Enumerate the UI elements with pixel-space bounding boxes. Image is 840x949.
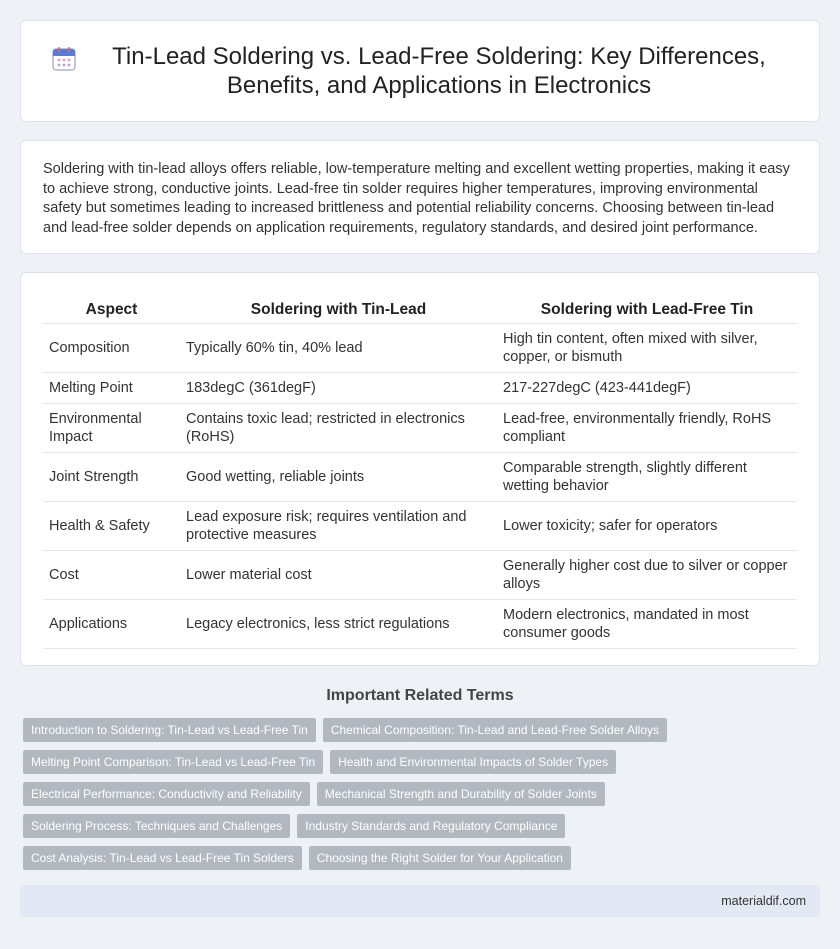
header-tin-lead: Soldering with Tin-Lead [180, 291, 497, 324]
table-cell: Lower toxicity; safer for operators [497, 502, 797, 551]
table-cell: Typically 60% tin, 40% lead [180, 324, 497, 373]
table-cell: Comparable strength, slightly different wetting behavior [497, 453, 797, 502]
table-cell: Generally higher cost due to silver or copper alloys [497, 551, 797, 600]
table-cell: Good wetting, reliable joints [180, 453, 497, 502]
related-term-link[interactable]: Chemical Composition: Tin-Lead and Lead-Free Solder Alloys [323, 718, 667, 742]
table-cell: 183degC (361degF) [180, 373, 497, 404]
header-inner [51, 42, 789, 100]
table-row [43, 324, 797, 373]
table-cell: Lead exposure risk; requires ventilation and protective measures [180, 502, 497, 551]
related-term-link[interactable]: Melting Point Comparison: Tin-Lead vs Lead-Free Tin [23, 750, 323, 774]
calendar-icon [51, 46, 77, 72]
table-cell: Cost [43, 551, 180, 600]
table-cell: Lead-free, environmentally friendly, RoHS compliant [497, 404, 797, 453]
table-cell: Contains toxic lead; restricted in electronics (RoHS) [180, 404, 497, 453]
page-title: Tin-Lead Soldering vs. Lead-Free Soldering: Key Differences, Benefits, and Applications in Electronics [112, 43, 766, 99]
intro-card [20, 140, 820, 254]
comparison-table-card [20, 272, 820, 666]
table-cell: High tin content, often mixed with silver, copper, or bismuth [497, 324, 797, 373]
related-term-link[interactable]: Mechanical Strength and Durability of Solder Joints [317, 782, 605, 806]
table-cell: Joint Strength [43, 453, 180, 502]
table-row [43, 600, 797, 649]
table-row [43, 551, 797, 600]
table-cell: Composition [43, 324, 180, 373]
related-term-link[interactable]: Industry Standards and Regulatory Compliance [297, 814, 565, 838]
related-terms-list [0, 718, 720, 870]
table-cell: Health & Safety [43, 502, 180, 551]
table-row [43, 502, 797, 551]
related-term-link[interactable]: Health and Environmental Impacts of Solder Types [330, 750, 616, 774]
comparison-table [43, 291, 797, 649]
table-cell: Lower material cost [180, 551, 497, 600]
table-cell: 217-227degC (423-441degF) [497, 373, 797, 404]
table-cell: Environmental Impact [43, 404, 180, 453]
table-cell: Applications [43, 600, 180, 649]
header-lead-free: Soldering with Lead-Free Tin [497, 291, 797, 324]
related-term-link[interactable]: Choosing the Right Solder for Your Application [309, 846, 571, 870]
table-row [43, 373, 797, 404]
header-aspect: Aspect [43, 291, 180, 324]
footer [20, 885, 820, 917]
related-term-link[interactable]: Soldering Process: Techniques and Challenges [23, 814, 290, 838]
footer-site-link[interactable]: materialdif.com [721, 894, 806, 908]
table-row [43, 404, 797, 453]
related-term-link[interactable]: Cost Analysis: Tin-Lead vs Lead-Free Tin Solders [23, 846, 302, 870]
related-term-link[interactable]: Introduction to Soldering: Tin-Lead vs Lead-Free Tin [23, 718, 316, 742]
table-cell: Melting Point [43, 373, 180, 404]
related-term-link[interactable]: Electrical Performance: Conductivity and Reliability [23, 782, 310, 806]
table-cell: Modern electronics, mandated in most consumer goods [497, 600, 797, 649]
header-card [20, 20, 820, 122]
intro-paragraph: Soldering with tin-lead alloys offers reliable, low-temperature melting and excellent wetting properties, making it easy to achieve strong, conductive joints. Lead-free tin solder requires higher temperatures, improving environmental safety but sometimes leading to increased brittleness and potential reliability concerns. Choosing between tin-lead and lead-free solder depends on application requirements, regulatory standards, and desired joint performance. [43, 161, 790, 236]
table-header-row [43, 291, 797, 324]
table-row [43, 453, 797, 502]
related-terms-title: Important Related Terms [326, 687, 514, 704]
table-cell: Legacy electronics, less strict regulations [180, 600, 497, 649]
